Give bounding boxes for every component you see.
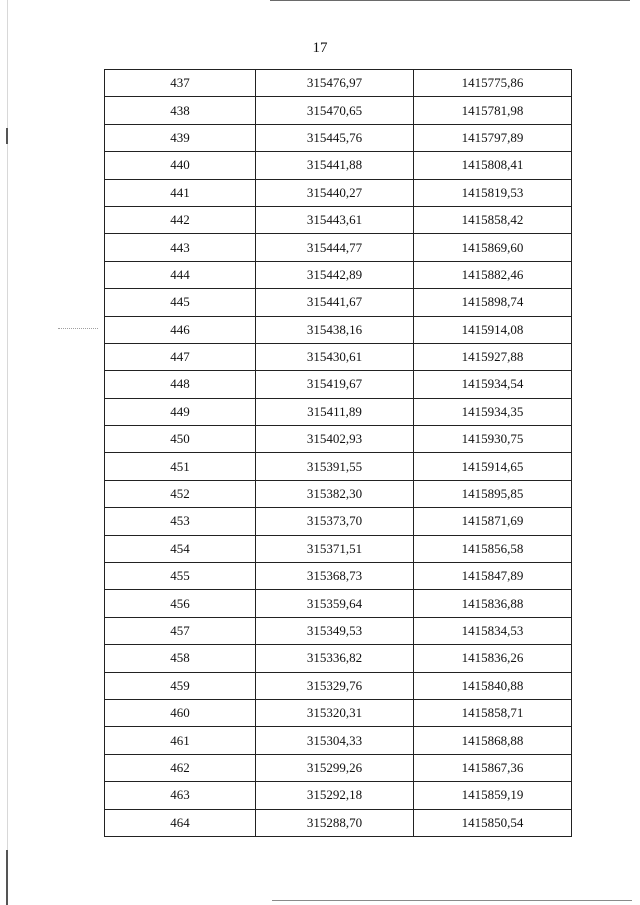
point-number-cell: 454 (105, 535, 256, 562)
point-number-cell: 456 (105, 590, 256, 617)
x-coordinate-cell: 315336,82 (256, 645, 414, 672)
table-row (105, 508, 572, 535)
x-coordinate-cell: 315299,26 (256, 754, 414, 781)
table-row (105, 727, 572, 754)
table-row (105, 782, 572, 809)
y-coordinate-cell: 1415882,46 (414, 261, 572, 288)
table-row (105, 398, 572, 425)
y-coordinate-cell: 1415819,53 (414, 179, 572, 206)
x-coordinate-cell: 315368,73 (256, 563, 414, 590)
table-row (105, 699, 572, 726)
y-coordinate-cell: 1415867,36 (414, 754, 572, 781)
table-row (105, 152, 572, 179)
point-number-cell: 459 (105, 672, 256, 699)
point-number-cell: 440 (105, 152, 256, 179)
y-coordinate-cell: 1415868,88 (414, 727, 572, 754)
x-coordinate-cell: 315419,67 (256, 371, 414, 398)
y-coordinate-cell: 1415797,89 (414, 124, 572, 151)
x-coordinate-cell: 315441,88 (256, 152, 414, 179)
point-number-cell: 444 (105, 261, 256, 288)
point-number-cell: 457 (105, 617, 256, 644)
x-coordinate-cell: 315443,61 (256, 206, 414, 233)
table-row (105, 316, 572, 343)
x-coordinate-cell: 315304,33 (256, 727, 414, 754)
y-coordinate-cell: 1415808,41 (414, 152, 572, 179)
table-row (105, 343, 572, 370)
x-coordinate-cell: 315329,76 (256, 672, 414, 699)
point-number-cell: 446 (105, 316, 256, 343)
table-row (105, 617, 572, 644)
table-row (105, 535, 572, 562)
x-coordinate-cell: 315349,53 (256, 617, 414, 644)
table-row (105, 179, 572, 206)
table-row (105, 97, 572, 124)
scan-mark (6, 850, 8, 905)
y-coordinate-cell: 1415836,26 (414, 645, 572, 672)
point-number-cell: 464 (105, 809, 256, 836)
x-coordinate-cell: 315288,70 (256, 809, 414, 836)
table-row (105, 124, 572, 151)
table-row (105, 480, 572, 507)
y-coordinate-cell: 1415934,54 (414, 371, 572, 398)
x-coordinate-cell: 315445,76 (256, 124, 414, 151)
table-row (105, 754, 572, 781)
point-number-cell: 452 (105, 480, 256, 507)
y-coordinate-cell: 1415869,60 (414, 234, 572, 261)
x-coordinate-cell: 315440,27 (256, 179, 414, 206)
y-coordinate-cell: 1415847,89 (414, 563, 572, 590)
table-row (105, 206, 572, 233)
point-number-cell: 437 (105, 70, 256, 97)
table-row (105, 645, 572, 672)
x-coordinate-cell: 315371,51 (256, 535, 414, 562)
point-number-cell: 441 (105, 179, 256, 206)
point-number-cell: 462 (105, 754, 256, 781)
y-coordinate-cell: 1415781,98 (414, 97, 572, 124)
y-coordinate-cell: 1415871,69 (414, 508, 572, 535)
x-coordinate-cell: 315441,67 (256, 289, 414, 316)
x-coordinate-cell: 315476,97 (256, 70, 414, 97)
scan-edge-top (270, 0, 630, 1)
y-coordinate-cell: 1415930,75 (414, 426, 572, 453)
table-row (105, 371, 572, 398)
point-number-cell: 442 (105, 206, 256, 233)
table-row (105, 234, 572, 261)
x-coordinate-cell: 315444,77 (256, 234, 414, 261)
table-row (105, 453, 572, 480)
point-number-cell: 458 (105, 645, 256, 672)
table-row (105, 289, 572, 316)
y-coordinate-cell: 1415858,71 (414, 699, 572, 726)
table-row (105, 426, 572, 453)
coordinates-table-body (105, 70, 572, 837)
page-number: 17 (312, 40, 328, 56)
table-row (105, 590, 572, 617)
x-coordinate-cell: 315470,65 (256, 97, 414, 124)
x-coordinate-cell: 315382,30 (256, 480, 414, 507)
point-number-cell: 451 (105, 453, 256, 480)
scan-mark (6, 128, 8, 144)
y-coordinate-cell: 1415850,54 (414, 809, 572, 836)
table-row (105, 70, 572, 97)
y-coordinate-cell: 1415859,19 (414, 782, 572, 809)
point-number-cell: 447 (105, 343, 256, 370)
y-coordinate-cell: 1415840,88 (414, 672, 572, 699)
point-number-cell: 460 (105, 699, 256, 726)
y-coordinate-cell: 1415934,35 (414, 398, 572, 425)
table-row (105, 809, 572, 836)
table-row (105, 261, 572, 288)
table-row (105, 672, 572, 699)
y-coordinate-cell: 1415927,88 (414, 343, 572, 370)
y-coordinate-cell: 1415895,85 (414, 480, 572, 507)
y-coordinate-cell: 1415775,86 (414, 70, 572, 97)
x-coordinate-cell: 315442,89 (256, 261, 414, 288)
scan-artifact (58, 328, 98, 329)
point-number-cell: 439 (105, 124, 256, 151)
x-coordinate-cell: 315402,93 (256, 426, 414, 453)
point-number-cell: 463 (105, 782, 256, 809)
point-number-cell: 461 (105, 727, 256, 754)
y-coordinate-cell: 1415836,88 (414, 590, 572, 617)
x-coordinate-cell: 315373,70 (256, 508, 414, 535)
y-coordinate-cell: 1415914,08 (414, 316, 572, 343)
point-number-cell: 438 (105, 97, 256, 124)
x-coordinate-cell: 315292,18 (256, 782, 414, 809)
scan-edge-bottom (272, 900, 632, 901)
coordinates-table (104, 69, 572, 837)
x-coordinate-cell: 315320,31 (256, 699, 414, 726)
y-coordinate-cell: 1415898,74 (414, 289, 572, 316)
x-coordinate-cell: 315438,16 (256, 316, 414, 343)
point-number-cell: 455 (105, 563, 256, 590)
point-number-cell: 449 (105, 398, 256, 425)
x-coordinate-cell: 315411,89 (256, 398, 414, 425)
point-number-cell: 450 (105, 426, 256, 453)
y-coordinate-cell: 1415914,65 (414, 453, 572, 480)
x-coordinate-cell: 315391,55 (256, 453, 414, 480)
point-number-cell: 443 (105, 234, 256, 261)
x-coordinate-cell: 315359,64 (256, 590, 414, 617)
point-number-cell: 445 (105, 289, 256, 316)
x-coordinate-cell: 315430,61 (256, 343, 414, 370)
y-coordinate-cell: 1415856,58 (414, 535, 572, 562)
point-number-cell: 453 (105, 508, 256, 535)
y-coordinate-cell: 1415834,53 (414, 617, 572, 644)
point-number-cell: 448 (105, 371, 256, 398)
y-coordinate-cell: 1415858,42 (414, 206, 572, 233)
table-row (105, 563, 572, 590)
